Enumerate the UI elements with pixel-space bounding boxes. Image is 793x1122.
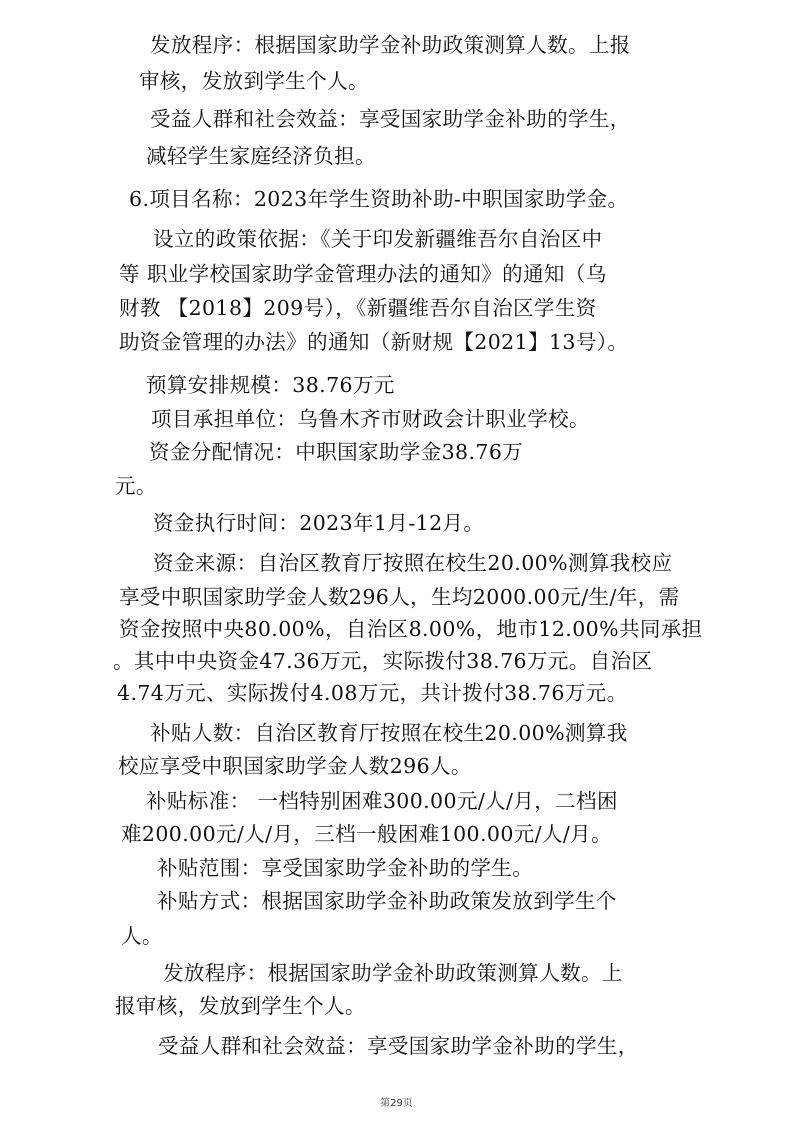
text-line: 减轻学生家庭经济负担。	[146, 144, 376, 168]
text-line: 难200.00元/人/月，三档一般困难100.00元/人/月。	[121, 822, 612, 846]
text-line: 项目承担单位：乌鲁木齐市财政会计职业学校。	[151, 407, 590, 431]
text-line: 资金按照中央80.00%，自治区8.00%，地市12.00%共同承担	[119, 617, 703, 641]
text-line: 。其中中央资金47.36万元，实际拨付38.76万元。自治区	[113, 649, 653, 673]
text-line: 助资金管理的办法》的通知（新财规【2021】13号）。	[119, 330, 629, 354]
text-line: 发放程序：根据国家助学金补助政策测算人数。上	[163, 961, 623, 985]
text-line: 资金来源：自治区教育厅按照在校生20.00%测算我校应	[153, 551, 673, 575]
text-line: 补贴人数：自治区教育厅按照在校生20.00%测算我	[150, 721, 628, 745]
text-line: 资金执行时间：2023年1月-12月。	[153, 511, 485, 535]
text-line: 等 职业学校国家助学金管理办法的通知》的通知（乌	[119, 262, 607, 286]
text-line: 资金分配情况：中职国家助学金38.76万	[149, 440, 524, 464]
page-number: 第29页	[380, 1098, 413, 1109]
text-line: 补贴标准： 一档特别困难300.00元/人/月，二档困	[146, 789, 618, 813]
text-line: 校应享受中职国家助学金人数296人。	[118, 754, 472, 778]
text-line: 补贴范围：享受国家助学金补助的学生。	[157, 856, 534, 880]
text-line: 预算安排规模：38.76万元	[146, 373, 395, 397]
text-line: 补贴方式：根据国家助学金补助政策发放到学生个	[157, 889, 617, 913]
text-line: 受益人群和社会效益：享受国家助学金补助的学生，	[158, 1034, 639, 1058]
text-line: 元。	[115, 474, 157, 498]
text-line: 享受中职国家助学金人数296人，生均2000.00元/生/年，需	[119, 585, 680, 609]
text-line: 设立的政策依据：《关于印发新疆维吾尔自治区中	[153, 227, 603, 251]
text-line: 审核，发放到学生个人。	[139, 69, 369, 93]
text-line: 报审核，发放到学生个人。	[115, 994, 366, 1018]
text-line: 6.项目名称：2023年学生资助补助-中职国家助学金。	[129, 187, 629, 211]
text-line: 发放程序：根据国家助学金补助政策测算人数。上报	[150, 33, 631, 57]
text-line: 4.74万元、实际拨付4.08万元，共计拨付38.76万元。	[117, 681, 628, 705]
text-line: 受益人群和社会效益：享受国家助学金补助的学生，	[150, 107, 631, 131]
text-line: 人。	[121, 924, 163, 948]
text-line: 财教 【2018】209号），《新疆维吾尔自治区学生资	[119, 296, 597, 320]
